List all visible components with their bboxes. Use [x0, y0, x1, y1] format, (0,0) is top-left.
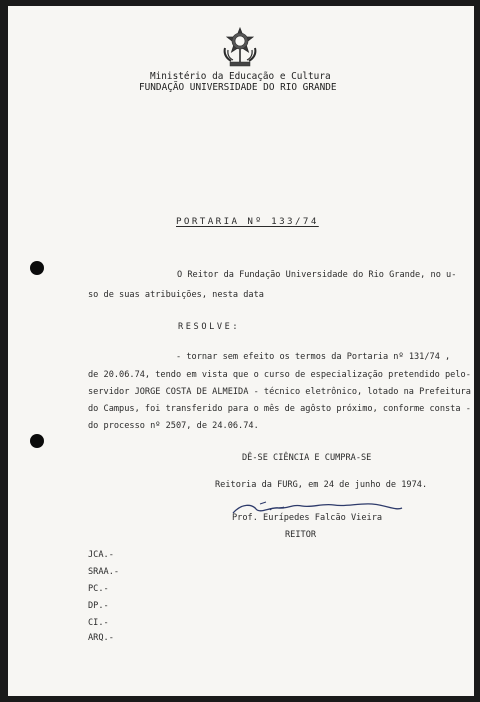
distribution-item: SRAA.- [88, 567, 120, 577]
document-title: PORTARIA Nº 133/74 [176, 216, 319, 227]
distribution-item: ARQ.- [88, 633, 114, 643]
body-line: - tornar sem efeito os termos da Portaria nº 131/74 , [176, 352, 451, 362]
signatory-role: REITOR [285, 530, 317, 540]
place-date: Reitoria da FURG, em 24 de junho de 1974. [215, 480, 428, 490]
foundation-header: FUNDAÇÃO UNIVERSIDADE DO RIO GRANDE [139, 82, 337, 93]
intro-line-2: so de suas atribuições, nesta data [88, 290, 264, 300]
resolve-heading: RESOLVE: [178, 322, 241, 332]
distribution-item: JCA.- [88, 550, 114, 560]
punch-hole [30, 261, 44, 275]
distribution-item: PC.- [88, 584, 109, 594]
distribution-item: CI.- [88, 618, 109, 628]
closing-formula: DÊ-SE CIÊNCIA E CUMPRA-SE [242, 453, 372, 463]
ministry-header: Ministério da Educação e Cultura [150, 71, 331, 82]
brazil-coat-of-arms-icon [221, 26, 259, 70]
body-line: servidor JORGE COSTA DE ALMEIDA - técnico eletrônico, lotado na Prefeitura [88, 387, 471, 397]
body-line: de 20.06.74, tendo em vista que o curso de especialização pretendido pelo- [88, 370, 471, 380]
distribution-item: DP.- [88, 601, 109, 611]
document-page [8, 6, 474, 696]
body-line: do processo nº 2507, de 24.06.74. [88, 421, 259, 431]
signatory-name: Prof. Eurípedes Falcão Vieira [232, 513, 383, 523]
punch-hole [30, 434, 44, 448]
body-line: do Campus, foi transferido para o mês de agôsto próximo, conforme consta - [88, 404, 471, 414]
intro-line-1: O Reitor da Fundação Universidade do Rio Grande, no u- [177, 270, 457, 280]
